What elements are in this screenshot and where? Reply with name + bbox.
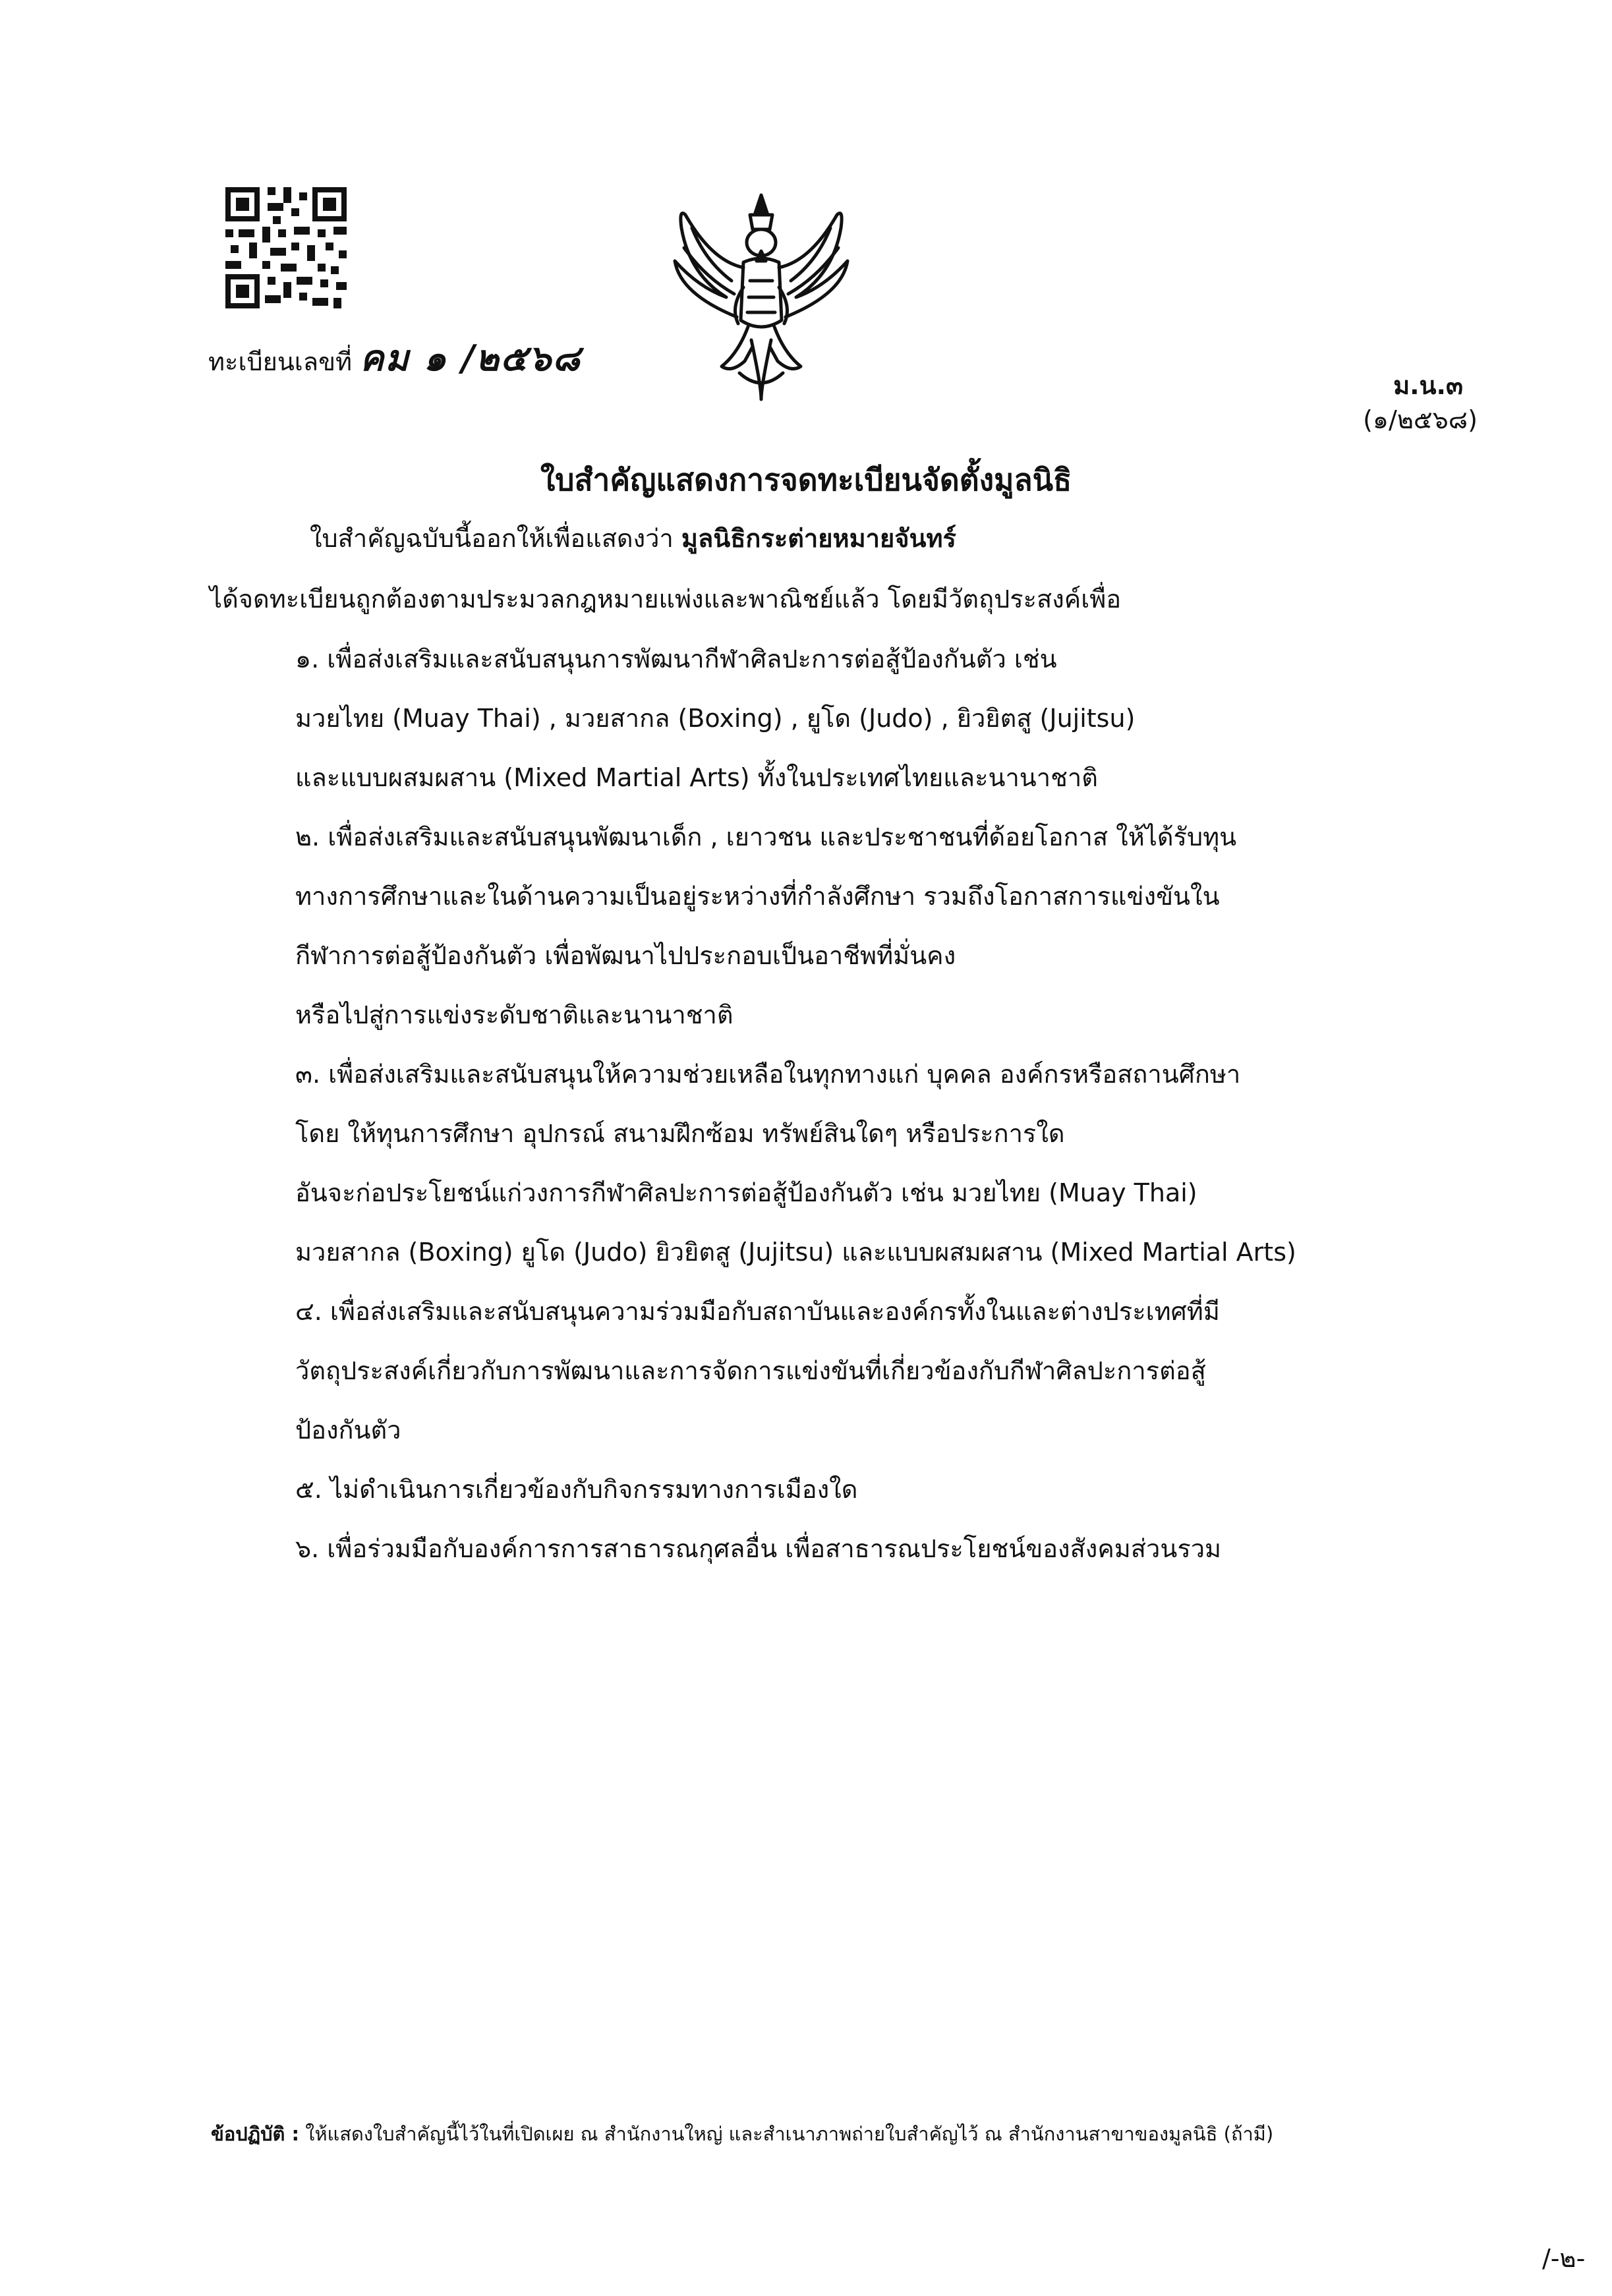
intro-line-2: ได้จดทะเบียนถูกต้องตามประมวลกฎหมายแพ่งและพาณิชย์แล้ว โดยมีวัตถุประสงค์เพื่อ [210,585,1122,614]
objective-line: ๑. เพื่อส่งเสริมและสนับสนุนการพัฒนากีฬาศิลปะการต่อสู้ป้องกันตัว เช่น [295,645,1057,674]
objective-line: หรือไปสู่การแข่งระดับชาติและนานาชาติ [295,1000,734,1029]
foundation-name: มูลนิธิกระต่ายหมายจันทร์ [681,524,956,553]
objective-line: มวยสากล (Boxing) ยูโด (Judo) ยิวยิตสู (Jujitsu) และแบบผสมผสาน (Mixed Martial Arts) [295,1238,1296,1267]
document-title: ใบสำคัญแสดงการจดทะเบียนจัดตั้งมูลนิธิ [540,462,1072,498]
intro-line-1 [310,522,956,555]
registration-number [208,330,581,386]
objective-line: และแบบผสมผสาน (Mixed Martial Arts) ทั้งในประเทศไทยและนานาชาติ [295,763,1098,792]
objective-line: โดย ให้ทุนการศึกษา อุปกรณ์ สนามฝึกซ้อม ทรัพย์สินใดๆ หรือประการใด [295,1119,1065,1148]
footer-note-text: ให้แสดงใบสำคัญนี้ไว้ในที่เปิดเผย ณ สำนักงานใหญ่ และสำเนาภาพถ่ายใบสำคัญไว้ ณ สำนักงานสาขาของมูลนิธิ (ถ้ามี) [305,2123,1274,2145]
form-date: (๑/๒๕๖๘) [1363,405,1478,434]
footer-note [211,2121,1273,2147]
objective-line: มวยไทย (Muay Thai) , มวยสากล (Boxing) , ยูโด (Judo) , ยิวยิตสู (Jujitsu) [295,704,1136,733]
registration-number-value: คม ๑ /๒๕๖๘ [360,337,581,379]
objective-line: อันจะก่อประโยชน์แก่วงการกีฬาศิลปะการต่อสู้ป้องกันตัว เช่น มวยไทย (Muay Thai) [295,1178,1197,1207]
objective-line: ๒. เพื่อส่งเสริมและสนับสนุนพัฒนาเด็ก , เยาวชน และประชาชนที่ด้อยโอกาส ให้ได้รับทุน [295,822,1237,851]
garuda-emblem-icon [666,188,857,406]
page-number: /-๒- [1542,2244,1586,2273]
objective-line: ๓. เพื่อส่งเสริมและสนับสนุนให้ความช่วยเหลือในทุกทางแก่ บุคคล องค์กรหรือสถานศึกษา [295,1060,1241,1089]
objective-line: ๕. ไม่ดำเนินการเกี่ยวข้องกับกิจกรรมทางการเมืองใด [295,1475,858,1504]
objective-line: ป้องกันตัว [295,1416,401,1445]
intro-prefix: ใบสำคัญฉบับนี้ออกให้เพื่อแสดงว่า [310,524,674,553]
objective-line: กีฬาการต่อสู้ป้องกันตัว เพื่อพัฒนาไปประกอบเป็นอาชีพที่มั่นคง [295,941,956,970]
registration-label: ทะเบียนเลขที่ [208,347,353,376]
footer-note-label: ข้อปฏิบัติ : [211,2123,300,2145]
objective-line: ๔. เพื่อส่งเสริมและสนับสนุนความร่วมมือกับสถาบันและองค์กรทั้งในและต่างประเทศที่มี [295,1297,1220,1326]
objective-line: ๖. เพื่อร่วมมือกับองค์การการสาธารณกุศลอื่น เพื่อสาธารณประโยชน์ของสังคมส่วนรวม [295,1534,1222,1563]
qr-code-icon [225,187,347,308]
objective-line: ทางการศึกษาและในด้านความเป็นอยู่ระหว่างที่กำลังศึกษา รวมถึงโอกาสการแข่งขันใน [295,882,1220,911]
objective-line: วัตถุประสงค์เกี่ยวกับการพัฒนาและการจัดการแข่งขันที่เกี่ยวข้องกับกีฬาศิลปะการต่อสู้ [295,1356,1206,1385]
form-code: ม.น.๓ [1393,371,1463,400]
